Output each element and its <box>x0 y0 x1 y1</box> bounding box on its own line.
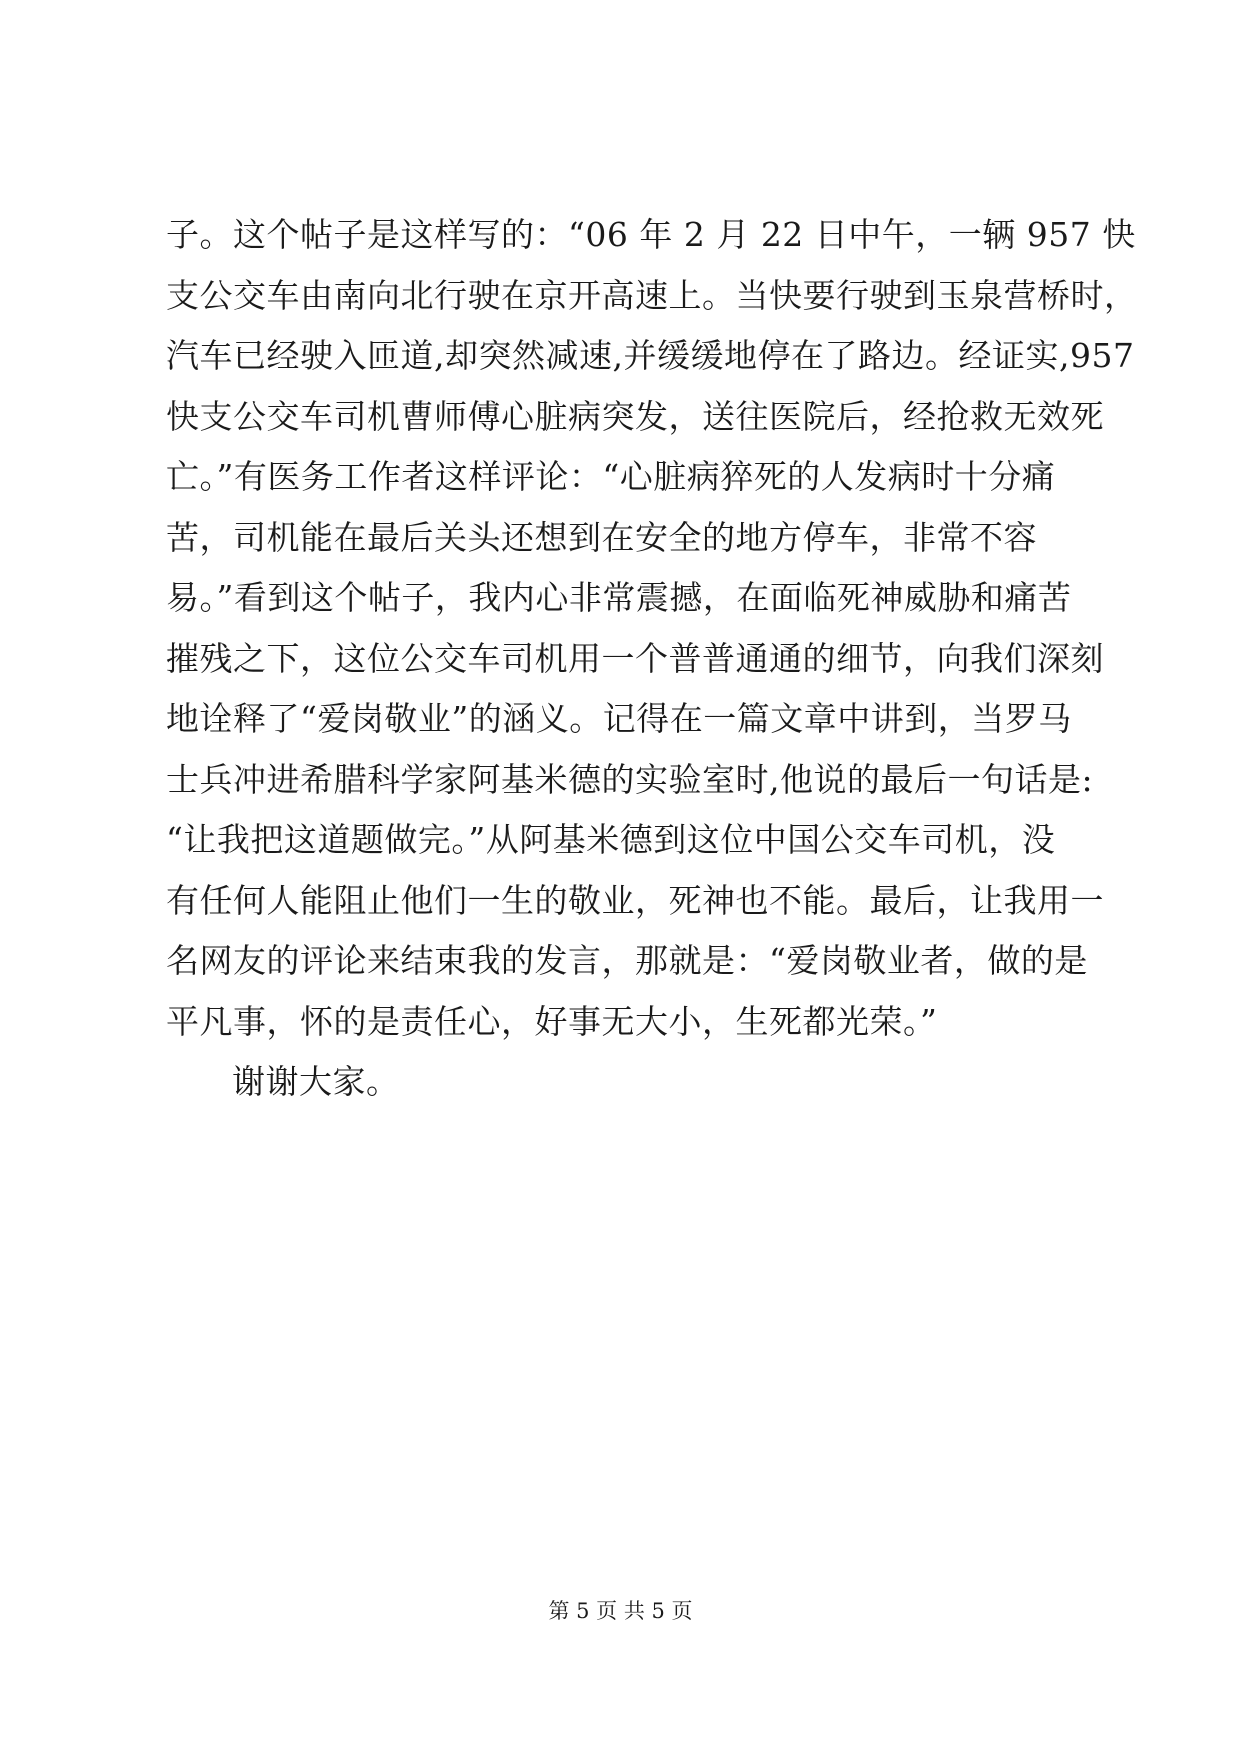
text-line: 汽车已经驶入匝道,却突然减速,并缓缓地停在了路边。经证实,957 <box>166 336 1135 375</box>
text-line: 子。这个帖子是这样写的：“06 年 2 月 22 日中午，一辆 957 快 <box>166 215 1136 254</box>
text-line: “让我把这道题做完。”从阿基米德到这位中国公交车司机，没 <box>166 820 1056 859</box>
text-line: 亡。”有医务工作者这样评论：“心脏病猝死的人发病时十分痛 <box>166 457 1056 496</box>
text-line: 名网友的评论来结束我的发言，那就是：“爱岗敬业者，做的是 <box>166 941 1088 980</box>
text-line: 苦，司机能在最后关头还想到在安全的地方停车，非常不容 <box>166 517 1037 557</box>
body-text <box>166 205 1138 1113</box>
text-line: 平凡事，怀的是责任心，好事无大小，生死都光荣。” <box>166 1001 938 1041</box>
closing-line: 谢谢大家。 <box>232 1062 400 1101</box>
text-line: 易。”看到这个帖子，我内心非常震撼，在面临死神威胁和痛苦 <box>166 578 1072 617</box>
text-line: 有任何人能阻止他们一生的敬业，死神也不能。最后，让我用一 <box>166 880 1104 920</box>
text-line: 地诠释了“爱岗敬业”的涵义。记得在一篇文章中讲到，当罗马 <box>166 699 1072 738</box>
text-line: 摧残之下，这位公交车司机用一个普普通通的细节，向我们深刻 <box>166 638 1104 678</box>
text-line: 支公交车由南向北行驶在京开高速上。当快要行驶到玉泉营桥时， <box>166 275 1138 315</box>
text-line: 快支公交车司机曹师傅心脏病突发，送往医院后，经抢救无效死 <box>166 396 1104 436</box>
page-number-footer: 第 5 页 共 5 页 <box>548 1599 693 1623</box>
text-line: 士兵冲进希腊科学家阿基米德的实验室时,他说的最后一句话是: <box>166 759 1094 799</box>
